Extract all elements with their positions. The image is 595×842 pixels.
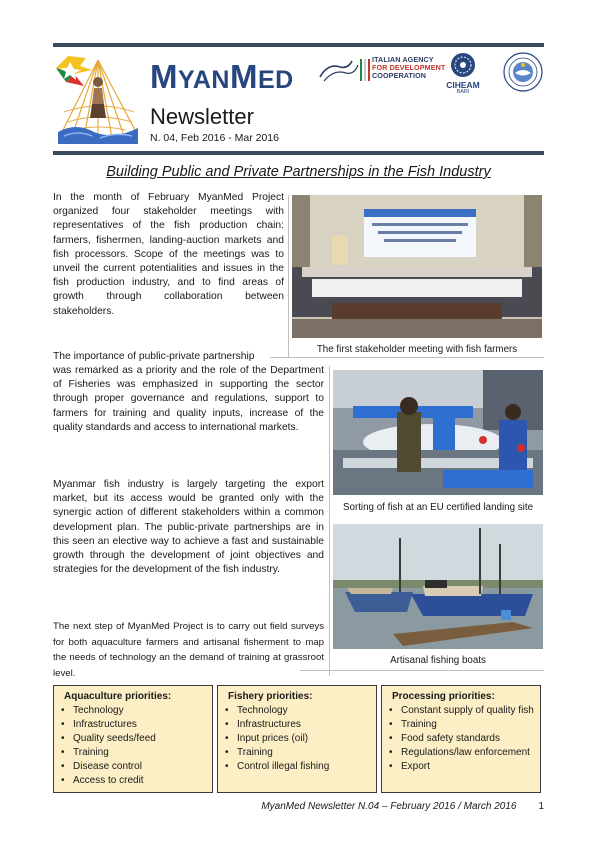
aics-line-3: COOPERATION bbox=[372, 71, 427, 81]
aics-text bbox=[372, 56, 445, 81]
newsletter-issue: N. 04, Feb 2016 - Mar 2016 bbox=[150, 132, 279, 144]
header-bottom-rule bbox=[53, 151, 544, 155]
brand-rest-1: YAN bbox=[178, 66, 230, 94]
page-footer bbox=[53, 801, 544, 812]
list-item: • Input prices (oil) bbox=[224, 732, 370, 746]
list-item: • Quality seeds/feed bbox=[60, 732, 206, 746]
priority-list bbox=[60, 704, 206, 788]
list-item: • Technology bbox=[60, 704, 206, 718]
box-title: Aquaculture priorities: bbox=[64, 691, 172, 702]
photo-frame-line bbox=[288, 195, 289, 357]
page-number: 1 bbox=[538, 801, 544, 812]
brand-rest-2: ED bbox=[258, 66, 294, 94]
ciheam-bari-label: BARI bbox=[456, 89, 470, 95]
paragraph-partnership: was remarked as a priority and the role of the Department of Fisheries was emphasized in supporting the sector through proper governance and regulations, support to farmers for training and quality inputs, increase of the quality standards and access to international markets. bbox=[53, 365, 324, 433]
fishery-priorities-box bbox=[217, 685, 377, 793]
paragraph-partnership-first-line: The importance of public-private partnership bbox=[53, 351, 255, 362]
box-title: Fishery priorities: bbox=[228, 691, 313, 702]
list-item: • Technology bbox=[224, 704, 370, 718]
brand-initial-2: M bbox=[230, 58, 258, 95]
article-headline: Building Public and Private Partnerships in the Fish Industry bbox=[106, 164, 491, 180]
brand-initial-1: M bbox=[150, 58, 178, 95]
list-item: • Export bbox=[388, 760, 534, 774]
photo-frame-line bbox=[300, 670, 544, 671]
paragraph-next-steps: The next step of MyanMed Project is to carry out field surveys for both aquaculture farmers and artisanal fisherment to map the needs of technology an the demand of training at grassroot level. bbox=[53, 621, 324, 679]
caption-fishing-boats: Artisanal fishing boats bbox=[390, 655, 486, 666]
footer-text: MyanMed Newsletter N.04 – February 2016 / March 2016 bbox=[261, 801, 517, 812]
photo-frame-line bbox=[329, 366, 330, 676]
list-item: • Food safety standards bbox=[388, 732, 534, 746]
paragraph-intro: In the month of February MyanMed Project organized four stakeholder meetings with representatives of the fish production chain: farmers, fishermen, landing-auction markets and fish processors. Scope of the meetings was to unveil the current potentialities and issues in the fish production industry, and to find areas of growth through collaboration between stakeholders. bbox=[53, 192, 284, 317]
aics-line-1: ITALIAN AGENCY bbox=[372, 55, 434, 64]
list-item: • Infrastructures bbox=[224, 718, 370, 732]
ciheam-label: CIHEAM bbox=[446, 80, 480, 90]
caption-meeting: The first stakeholder meeting with fish farmers bbox=[316, 344, 518, 355]
aquaculture-priorities-box bbox=[53, 685, 213, 793]
list-item: • Training bbox=[60, 746, 206, 760]
photo-fish-sorting bbox=[333, 370, 543, 495]
header-top-rule bbox=[53, 43, 544, 47]
priority-list bbox=[388, 704, 534, 774]
list-item: • Infrastructures bbox=[60, 718, 206, 732]
priority-list bbox=[224, 704, 370, 774]
list-item: • Disease control bbox=[60, 760, 206, 774]
photo-frame-line bbox=[270, 357, 544, 358]
photo-stakeholder-meeting bbox=[292, 195, 542, 338]
photo-fishing-boats bbox=[333, 524, 543, 649]
caption-fish-sorting: Sorting of fish at an EU certified landing site bbox=[342, 502, 534, 513]
list-item: • Training bbox=[224, 746, 370, 760]
list-item: • Control illegal fishing bbox=[224, 760, 370, 774]
department-of-fisheries-seal-icon bbox=[503, 52, 543, 92]
newsletter-title: Newsletter bbox=[150, 104, 254, 129]
list-item: • Training bbox=[388, 718, 534, 732]
paragraph-export-market: Myanmar fish industry is largely targeting the export market, but its access would be granted only with the synergic action of different stakeholders within a common development plan. The public-private partnerships are in this seen an elective way to achieve a fast and sustainable growth through the development of joint objectives and strategies for the development of the fish industry. bbox=[53, 479, 324, 576]
list-item: • Regulations/law enforcement bbox=[388, 746, 534, 760]
box-title: Processing priorities: bbox=[392, 691, 495, 702]
myanmed-fisherman-logo bbox=[54, 52, 142, 144]
list-item: • Constant supply of quality fish bbox=[388, 704, 534, 718]
aics-line-2: FOR DEVELOPMENT bbox=[372, 63, 446, 73]
myanmed-wordmark bbox=[150, 58, 294, 96]
processing-priorities-box bbox=[381, 685, 541, 793]
list-item: • Access to credit bbox=[60, 774, 206, 788]
